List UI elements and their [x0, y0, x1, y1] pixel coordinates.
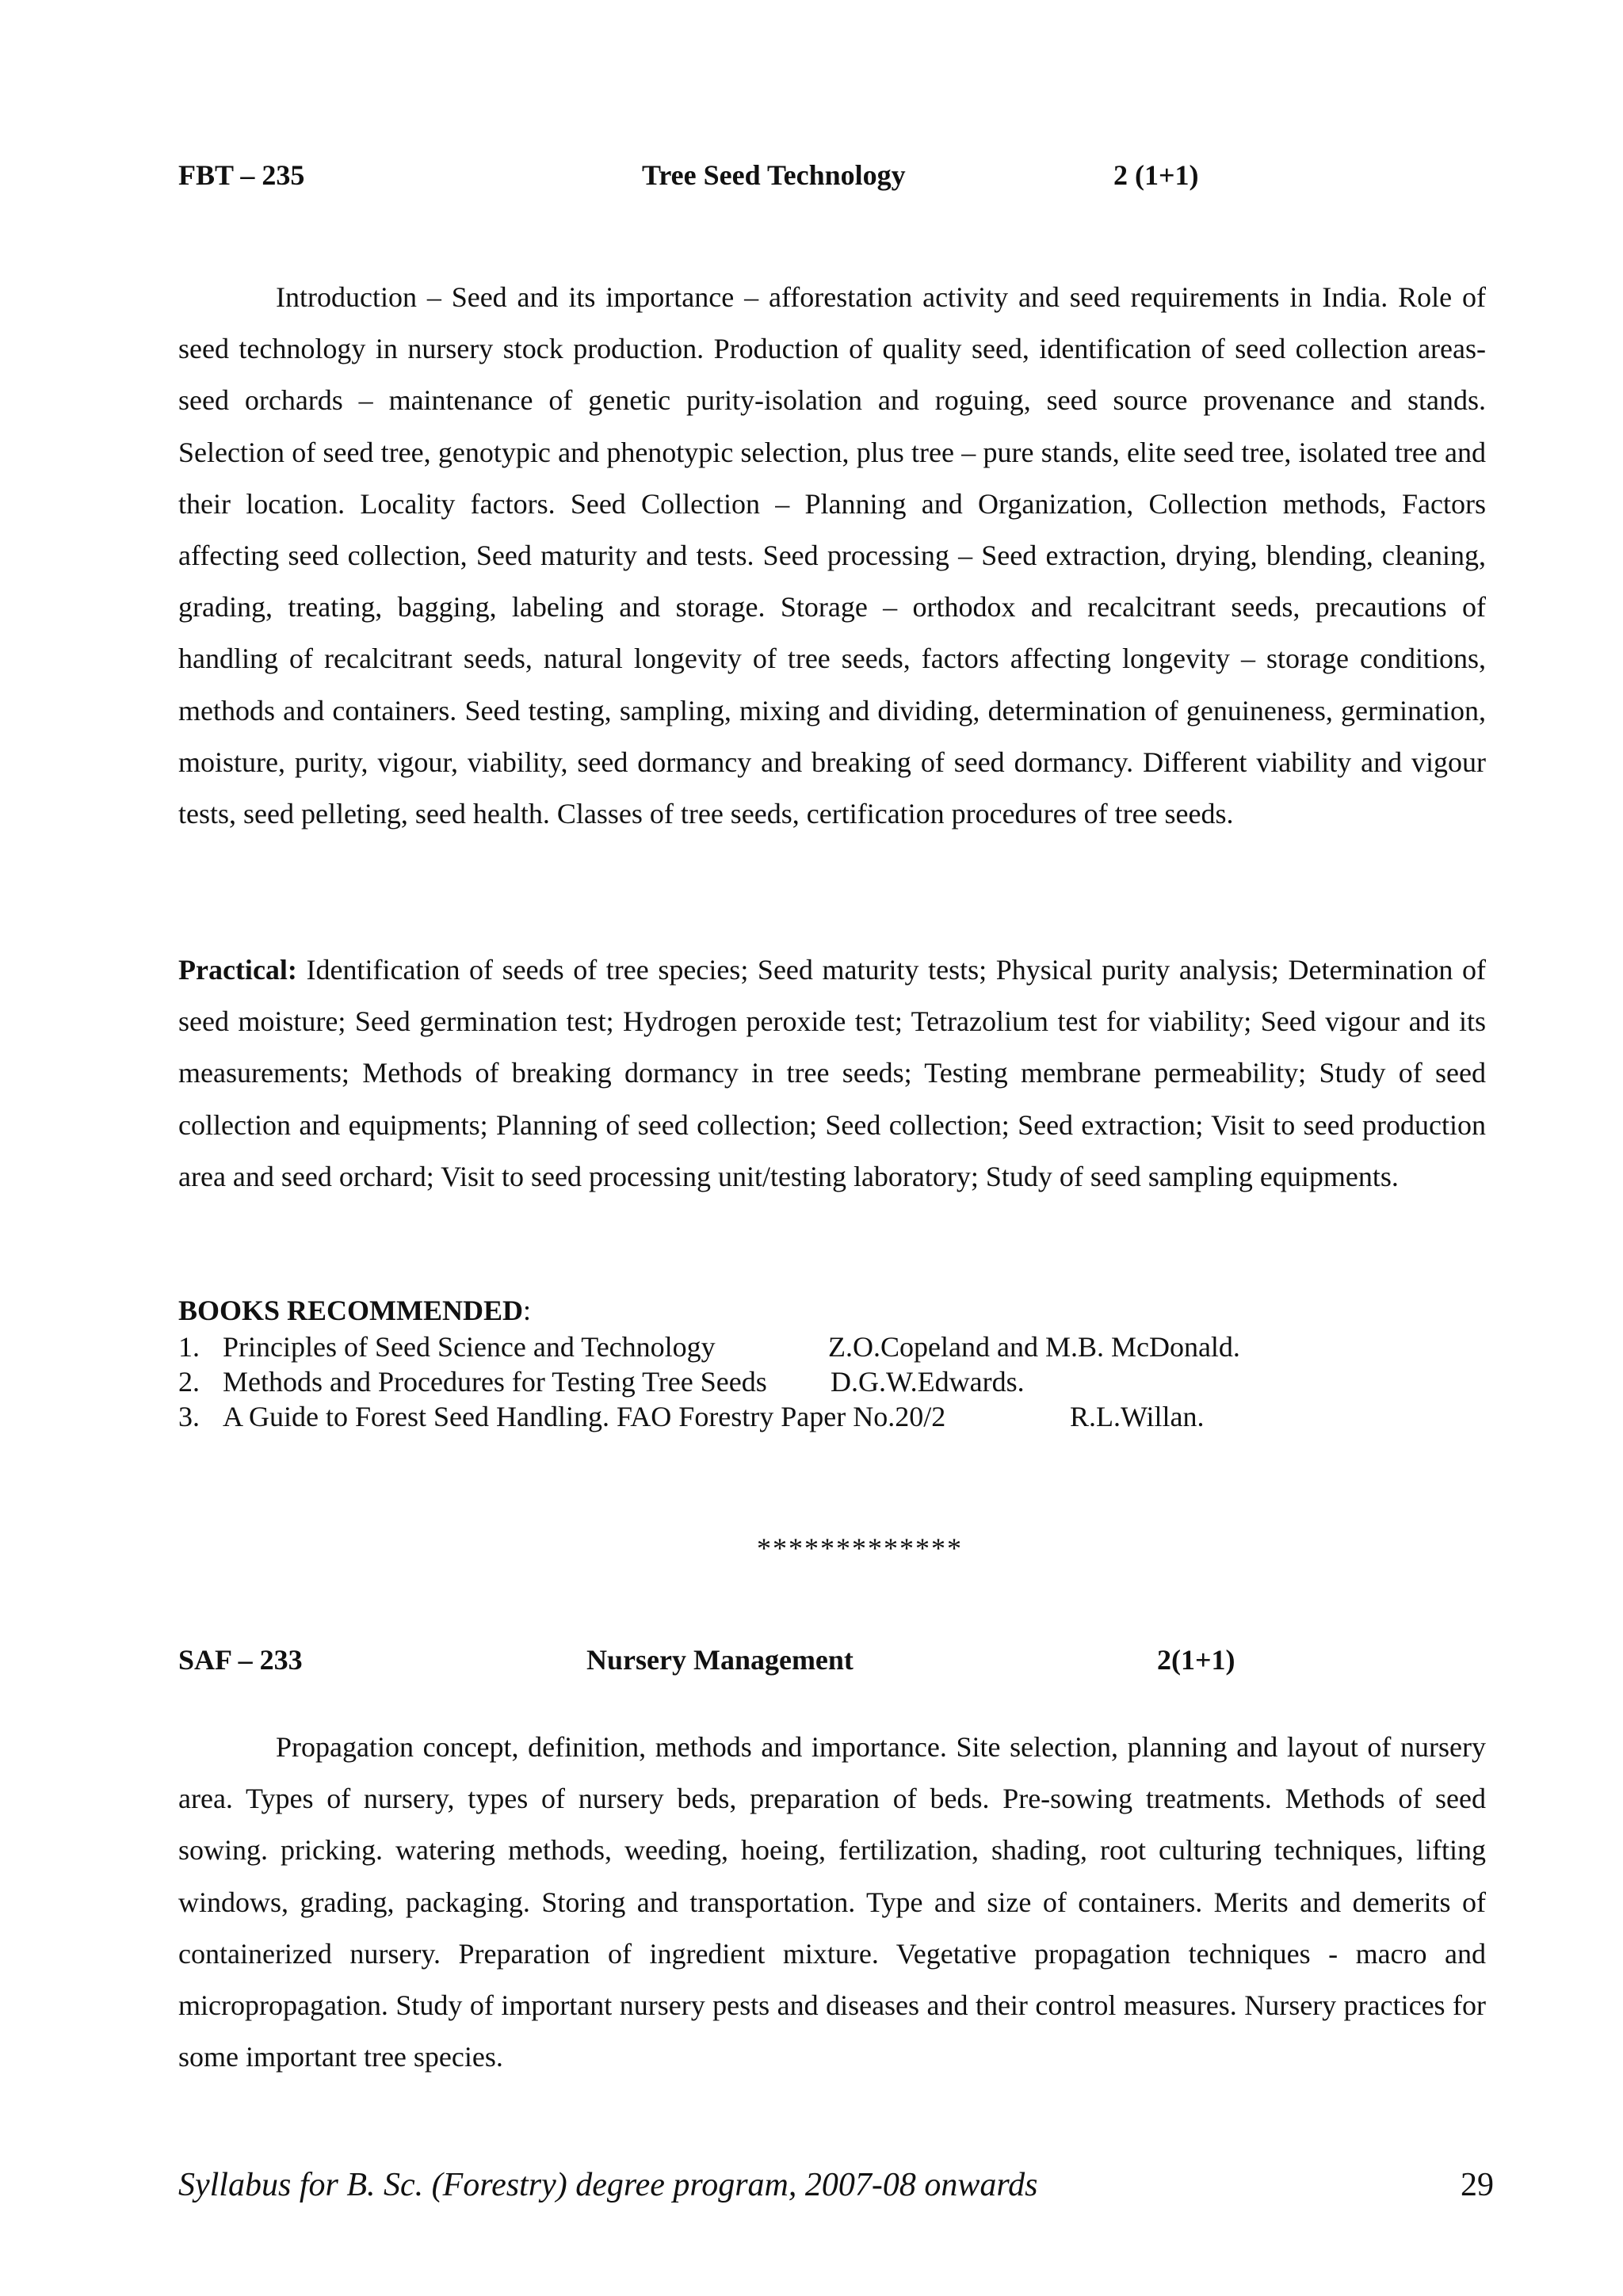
page-footer	[178, 2163, 1494, 2207]
course-description: Propagation concept, definition, methods and importance. Site selection, planning and layout of nursery area. Types of nursery, types of nursery beds, preparation of beds. Pre-sowing treatments. Methods of seed sowing. pricking. watering methods, weeding, hoeing, fertilization, shading, root culturing techniques, lifting windows, grading, packaging. Storing and transportation. Type and size of containers. Merits and demerits of containerized nursery. Preparation of ingredient mixture. Vegetative propagation techniques - macro and micropropagation. Study of important nursery pests and diseases and their control measures. Nursery practices for some important tree species.	[178, 1731, 1486, 2073]
practical-label: Practical:	[178, 954, 297, 986]
practical-section	[178, 944, 1486, 1203]
course-header-saf233	[178, 1640, 1486, 1680]
books-recommended-heading	[178, 1293, 531, 1328]
practical-text: Identification of seeds of tree species; Seed maturity tests; Physical purity analysis; Determination of seed moisture; Seed germination test; Hydrogen peroxide test; Tetrazolium test for viability; Seed vigour and its measurements; Methods of breaking dormancy in tree seeds; Testing membrane permeability; Study of seed collection and equipments; Planning of seed collection; Seed collection; Seed extraction; Visit to seed production area and seed orchard; Visit to seed processing unit/testing laboratory; Study of seed sampling equipments.	[178, 954, 1487, 1192]
book-item	[178, 1399, 1486, 1434]
book-author: Z.O.Copeland and M.B. McDonald.	[828, 1331, 1240, 1363]
section-separator: *************	[757, 1532, 963, 1564]
book-title: Principles of Seed Science and Technology	[223, 1331, 716, 1363]
books-heading-colon: :	[523, 1295, 532, 1326]
course-title: Tree Seed Technology	[642, 159, 906, 191]
course-code: FBT – 235	[178, 159, 305, 191]
book-author: D.G.W.Edwards.	[831, 1366, 1025, 1398]
course-credits: 2(1+1)	[1157, 1644, 1235, 1676]
book-title: A Guide to Forest Seed Handling. FAO Forestry Paper No.20/2	[223, 1401, 946, 1432]
books-heading-text: BOOKS RECOMMENDED	[178, 1295, 524, 1326]
book-title: Methods and Procedures for Testing Tree Seeds	[223, 1366, 767, 1398]
book-number: 2.	[178, 1366, 200, 1398]
book-number: 1.	[178, 1331, 200, 1363]
book-author: R.L.Willan.	[1070, 1401, 1205, 1432]
book-item	[178, 1364, 1486, 1399]
course-header-fbt235	[178, 155, 1486, 195]
book-number: 3.	[178, 1401, 200, 1432]
course-code: SAF – 233	[178, 1644, 303, 1676]
page-number: 29	[1461, 2167, 1494, 2203]
course-title: Nursery Management	[586, 1644, 854, 1676]
footer-text: Syllabus for B. Sc. (Forestry) degree program, 2007-08 onwards	[178, 2167, 1038, 2203]
course-description: Introduction – Seed and its importance – afforestation activity and seed requirements in India. Role of seed technology in nursery stock production. Production of quality seed, identification of seed collection areas-seed orchards – maintenance of genetic purity-isolation and roguing, seed source provenance and stands. Selection of seed tree, genotypic and phenotypic selection, plus tree – pure stands, elite seed tree, isolated tree and their location. Locality factors. Seed Collection – Planning and Organization, Collection methods, Factors affecting seed collection, Seed maturity and tests. Seed processing – Seed extraction, drying, blending, cleaning, grading, treating, bagging, labeling and storage. Storage – orthodox and recalcitrant seeds, precautions of handling of recalcitrant seeds, natural longevity of tree seeds, factors affecting longevity – storage conditions, methods and containers. Seed testing, sampling, mixing and dividing, determination of genuineness, germination, moisture, purity, vigour, viability, seed dormancy and breaking of seed dormancy. Different viability and vigour tests, seed pelleting, seed health. Classes of tree seeds, certification procedures of tree seeds.	[178, 281, 1486, 830]
book-item	[178, 1329, 1486, 1364]
course-credits: 2 (1+1)	[1113, 159, 1199, 191]
